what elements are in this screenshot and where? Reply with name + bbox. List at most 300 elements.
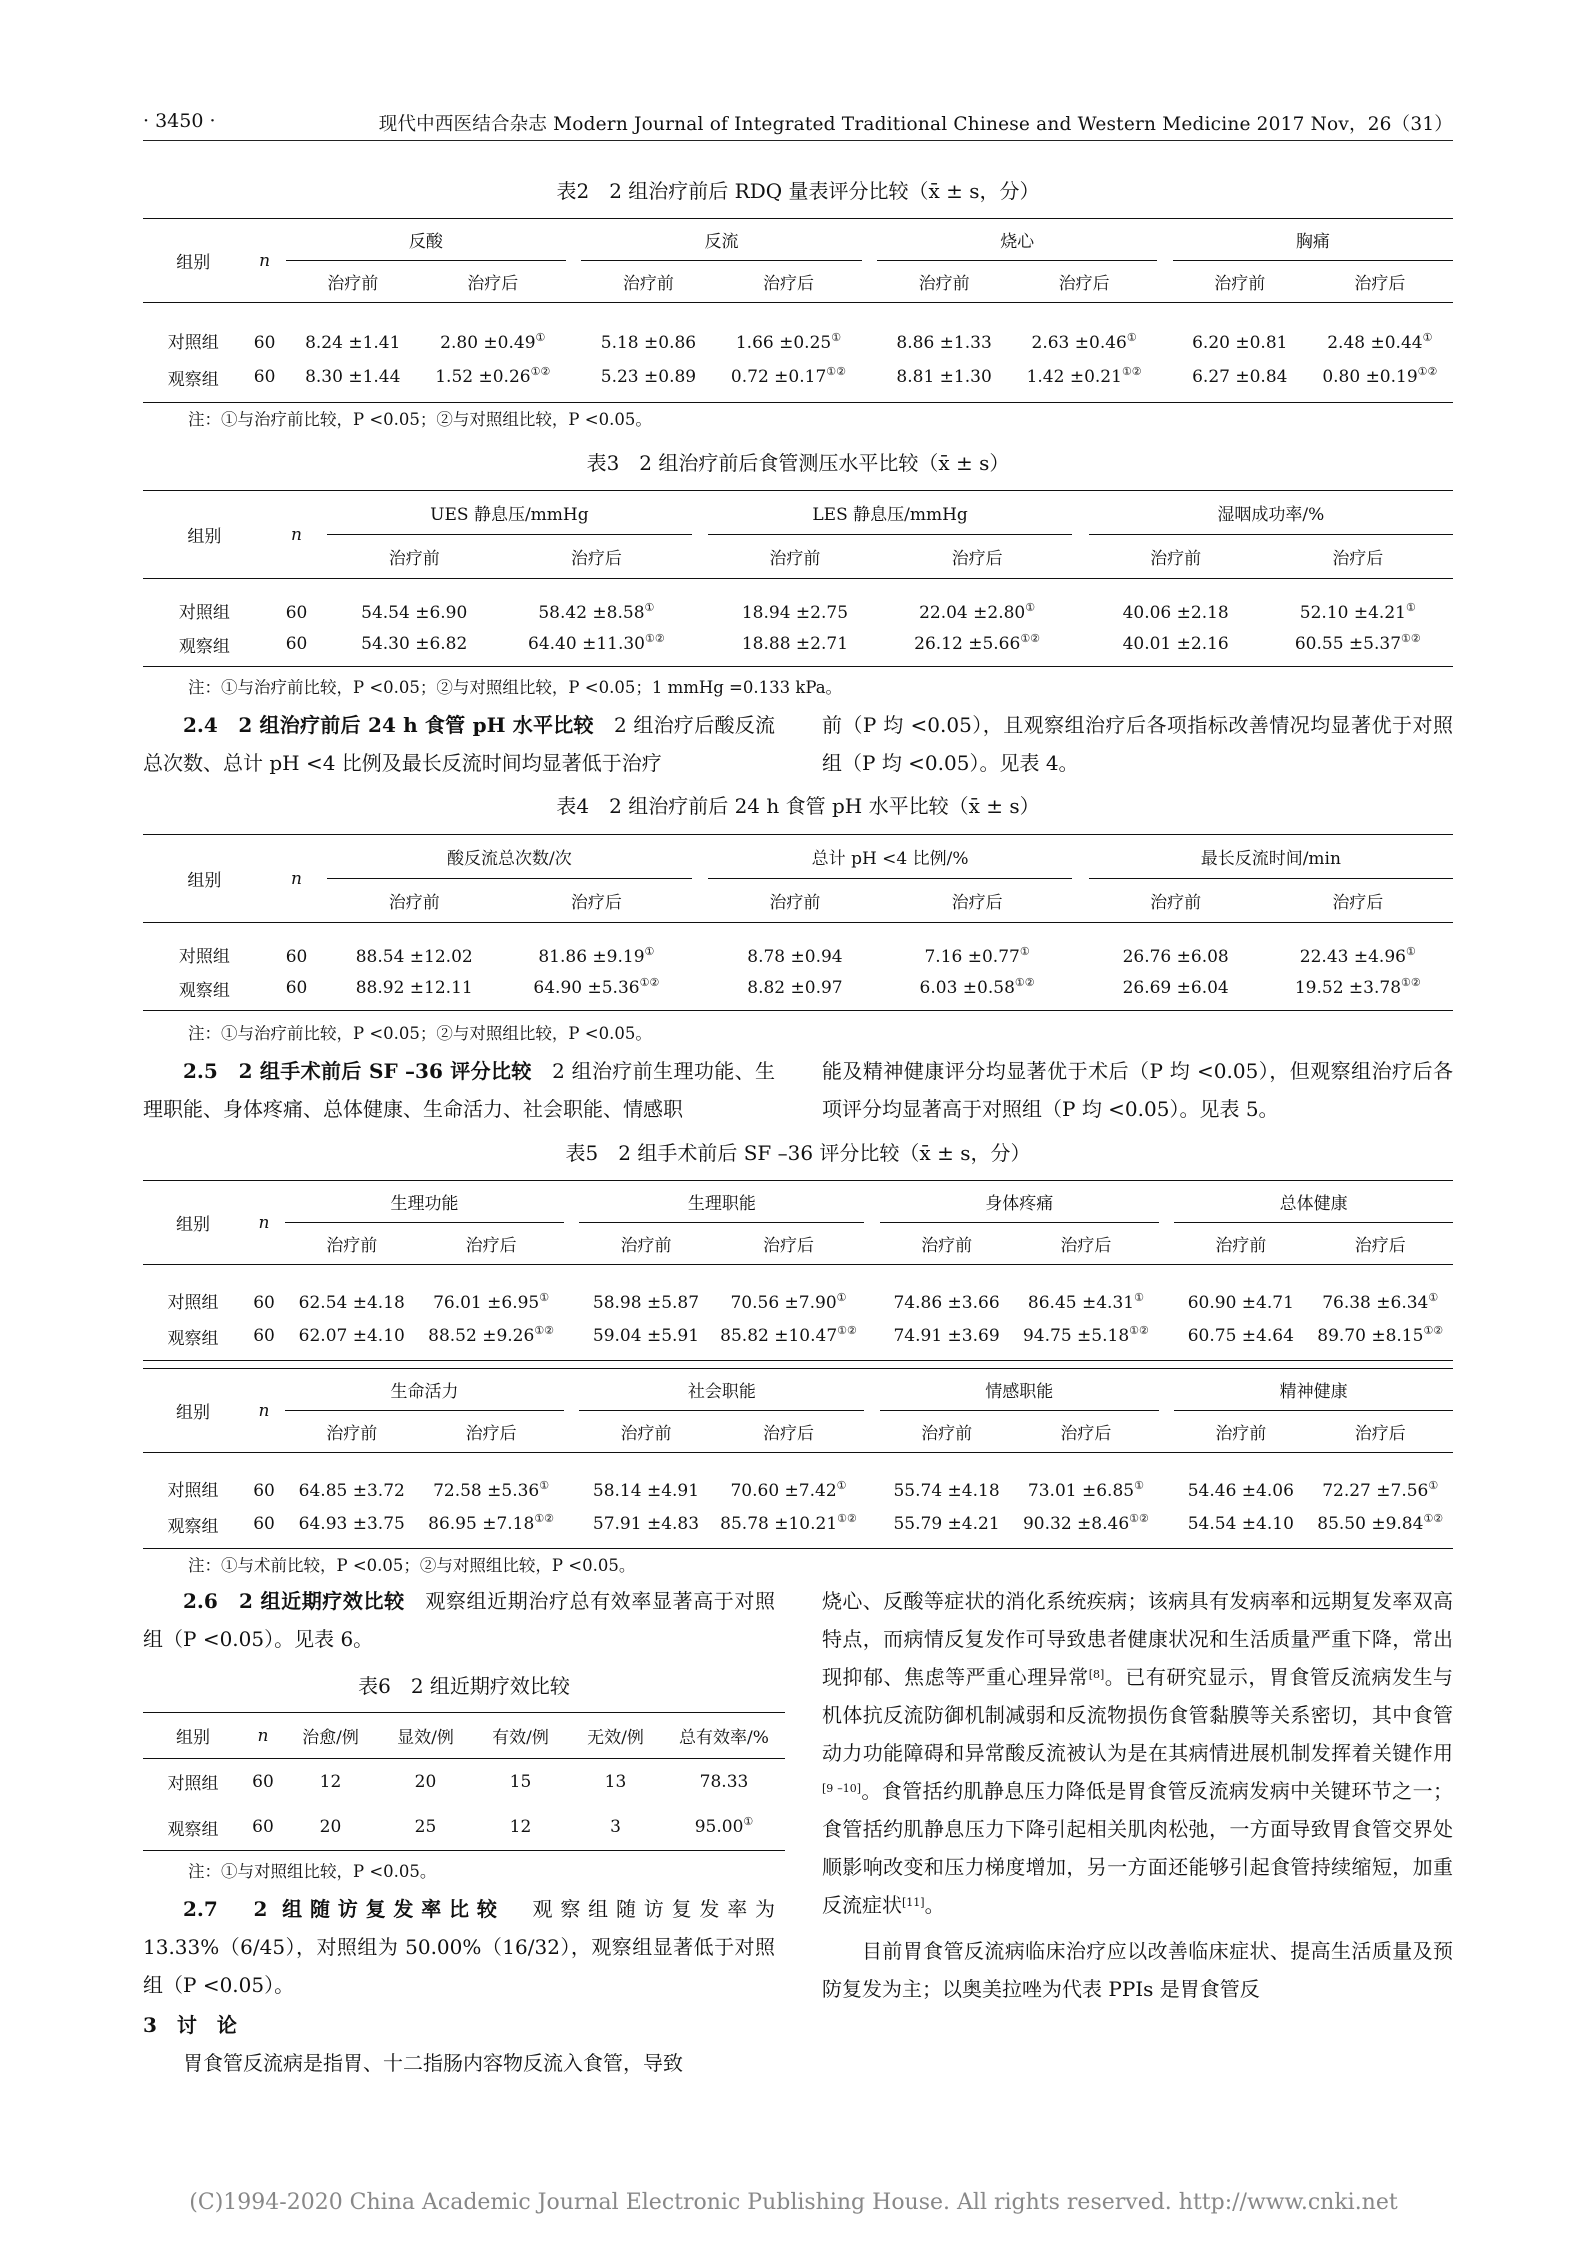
- cell-value: 78.33: [699, 1771, 749, 1792]
- cell-value: 6.03 ±0.58: [919, 978, 1015, 999]
- row-n: 60: [253, 1292, 275, 1313]
- cell-after: [713, 1313, 865, 1361]
- spacer: [862, 353, 878, 403]
- row-group-label: 观察组: [143, 1313, 243, 1361]
- column-header-after: 治疗后: [882, 535, 1072, 579]
- column-header-group: 组别: [143, 1369, 243, 1453]
- row-group-label: [143, 1759, 243, 1805]
- column-header-n: n: [243, 1369, 285, 1453]
- cell-value: 0.72 ±0.17: [730, 367, 827, 388]
- cell-value: 95.00: [694, 1817, 744, 1838]
- significance-mark: ①②: [1129, 1324, 1149, 1338]
- spacer: [1157, 219, 1173, 261]
- cell-before: 8.30 ±1.44: [286, 353, 420, 403]
- spacer: [1157, 261, 1173, 303]
- spacer: [864, 1453, 880, 1501]
- significance-mark: ①②: [1401, 976, 1421, 990]
- spacer: [864, 1223, 880, 1265]
- significance-mark: ①: [1428, 1478, 1439, 1492]
- cell-value: 3: [610, 1817, 621, 1838]
- row-n: 60: [243, 1501, 285, 1549]
- table4-note: 注：①与治疗前比较，P <0.05；②与对照组比较，P <0.05。: [188, 1024, 652, 1043]
- column-header: n: [243, 1713, 283, 1759]
- cell-before: 58.14 ±4.91: [592, 1480, 700, 1501]
- significance-mark: ①: [831, 330, 842, 344]
- significance-mark: ①②: [837, 1512, 857, 1526]
- cell-value: 90.32 ±8.46: [1022, 1514, 1130, 1535]
- cell-before: 74.91 ±3.69: [880, 1313, 1013, 1361]
- significance-mark: ①: [644, 944, 655, 958]
- row-group-label: [143, 1805, 243, 1851]
- significance-mark: ①②: [1121, 365, 1142, 379]
- page-number: · 3450 ·: [143, 110, 216, 132]
- cell-value: 85.50 ±9.84: [1317, 1514, 1424, 1535]
- spacer: [564, 1453, 580, 1501]
- cell-after: [713, 1501, 865, 1549]
- column-group-header: 最长反流时间/min: [1089, 835, 1453, 879]
- table-cell: [473, 1759, 568, 1805]
- paragraph-text: 能及精神健康评分均显著优于术后（P 均 <0.05），但观察组治疗后各项评分均显著高于对照组（P 均 <0.05）。见表 5。: [822, 1059, 1453, 1121]
- significance-mark: ①②: [639, 976, 660, 990]
- section-title: 2 组手术前后 SF –36 评分比较: [238, 1059, 532, 1083]
- significance-mark: ①: [644, 600, 655, 614]
- cell-after: [501, 579, 691, 623]
- cell-value: 观察组: [167, 1819, 219, 1840]
- significance-mark: ①: [1134, 1478, 1144, 1492]
- table4-caption: 表4 2 组治疗前后 24 h 食管 pH 水平比较（x̄ ± s）: [556, 794, 1040, 818]
- cell-before: 55.79 ±4.21: [880, 1501, 1013, 1549]
- cell-before: 18.94 ±2.75: [741, 602, 849, 623]
- cell-before: 18.88 ±2.71: [708, 623, 882, 667]
- spacer: [1072, 491, 1088, 535]
- cell-after: [1263, 579, 1453, 623]
- cell-value: 60: [252, 1817, 274, 1838]
- paragraph-text: 目前胃食管反流病临床治疗应以改善临床症状、提高生活质量及预防复发为主；以奥美拉唑为代表 PPIs 是胃食管反: [822, 1939, 1453, 2001]
- column-header-after: 治疗后: [1011, 261, 1157, 303]
- column-group-header: 总体健康: [1174, 1181, 1453, 1223]
- table5-part2: [143, 1368, 1453, 1549]
- section-title: 2 组近期疗效比较: [239, 1589, 405, 1613]
- cell-value: 52.10 ±4.21: [1299, 602, 1406, 623]
- table-cell: [568, 1759, 663, 1805]
- cell-value: 2.48 ±0.44: [1327, 332, 1423, 353]
- column-header-before: 治疗前: [880, 1411, 1013, 1453]
- column-header-after: 治疗后: [1013, 1223, 1158, 1265]
- spacer: [1072, 535, 1088, 579]
- cell-value: 85.82 ±10.47: [720, 1326, 838, 1347]
- column-header-before: 治疗前: [708, 535, 882, 579]
- column-group-header: 总计 pH <4 比例/%: [708, 835, 1072, 879]
- spacer: [566, 261, 582, 303]
- column-header-before: 治疗前: [708, 879, 882, 923]
- cell-value: 13: [604, 1771, 627, 1792]
- spacer: [564, 1369, 580, 1411]
- column-header-before: 治疗前: [327, 535, 501, 579]
- cell-after: [418, 1501, 563, 1549]
- cell-before: 8.86 ±1.33: [896, 332, 992, 353]
- cell-value: 15: [509, 1771, 532, 1792]
- cell-after: [882, 923, 1072, 967]
- spacer: [564, 1501, 580, 1549]
- cell-before: 58.98 ±5.87: [592, 1292, 700, 1313]
- significance-mark: ①: [1025, 600, 1036, 614]
- section-2-5-right: [822, 1052, 1453, 1128]
- spacer: [692, 967, 708, 1011]
- cell-before: 62.07 ±4.10: [285, 1313, 418, 1361]
- column-header-before: 治疗前: [1089, 535, 1263, 579]
- cell-value: 85.78 ±10.21: [720, 1514, 838, 1535]
- cell-before: 5.18 ±0.86: [600, 332, 697, 353]
- cell-value: 64.90 ±5.36: [533, 978, 640, 999]
- row-n: 60: [253, 1480, 275, 1501]
- column-header-after: 治疗后: [882, 879, 1072, 923]
- row-group-label: 观察组: [143, 623, 266, 667]
- cell-before: 64.85 ±3.72: [298, 1480, 405, 1501]
- running-header: [143, 108, 1453, 141]
- spacer: [864, 1501, 880, 1549]
- spacer: [564, 1411, 580, 1453]
- spacer: [1072, 623, 1088, 667]
- spacer: [1159, 1501, 1175, 1549]
- cell-value: 20: [319, 1817, 342, 1838]
- cell-after: [882, 967, 1072, 1011]
- cell-value: 76.01 ±6.95: [433, 1292, 540, 1313]
- spacer: [564, 1313, 580, 1361]
- cell-after: [501, 623, 691, 667]
- column-header-after: 治疗后: [418, 1411, 563, 1453]
- spacer: [1072, 835, 1088, 879]
- significance-mark: ①: [1428, 1290, 1439, 1304]
- significance-mark: ①②: [1417, 365, 1438, 379]
- significance-mark: ①②: [1020, 632, 1041, 646]
- table5-caption: 表5 2 组手术前后 SF –36 评分比较（x̄ ± s，分）: [565, 1141, 1031, 1165]
- paragraph-text: 。食管括约肌静息压力降低是胃食管反流病发病中关键环节之一；食管括约肌静息压力下降引起相关肌肉松弛，一方面导致胃食管交界处顺影响改变和压力梯度增加，另一方面还能够引起食管持续缩短，加重反流症状: [822, 1779, 1454, 1917]
- column-header: 组别: [143, 1713, 243, 1759]
- cell-before: 74.86 ±3.66: [893, 1292, 1000, 1313]
- cell-before: 54.30 ±6.82: [327, 623, 501, 667]
- column-header-before: 治疗前: [327, 879, 501, 923]
- column-group-header: 酸反流总次数/次: [327, 835, 691, 879]
- cell-before: 54.54 ±6.90: [361, 602, 468, 623]
- row-n: 60: [243, 1313, 285, 1361]
- spacer: [692, 579, 708, 623]
- table-cell: [378, 1805, 473, 1851]
- column-header-before: 治疗前: [1173, 261, 1307, 303]
- cell-before: 54.46 ±4.06: [1187, 1480, 1294, 1501]
- table-cell: [663, 1759, 785, 1805]
- spacer: [1072, 879, 1088, 923]
- spacer: [1159, 1453, 1175, 1501]
- table3-note: 注：①与治疗前比较，P <0.05；②与对照组比较，P <0.05；1 mmHg =0.133 kPa。: [188, 678, 843, 697]
- cell-value: 60.55 ±5.37: [1294, 634, 1402, 655]
- spacer: [1159, 1369, 1175, 1411]
- section-2-6: [143, 1582, 775, 1658]
- copyright-footer: (C)1994-2020 China Academic Journal Electronic Publishing House. All rights reserved. http://www.cnki.net: [189, 2190, 1398, 2215]
- cell-before: 40.06 ±2.18: [1122, 602, 1229, 623]
- cell-after: [882, 623, 1072, 667]
- cell-value: 60: [252, 1771, 274, 1792]
- cell-after: [713, 1453, 865, 1501]
- spacer: [864, 1313, 880, 1361]
- spacer: [864, 1411, 880, 1453]
- cell-value: 12: [319, 1771, 342, 1792]
- table-cell: [568, 1805, 663, 1851]
- spacer: [692, 923, 708, 967]
- cell-after: [418, 1265, 563, 1313]
- cell-before: 40.01 ±2.16: [1089, 623, 1263, 667]
- significance-mark: ①: [1405, 600, 1416, 614]
- significance-mark: ①: [539, 1290, 550, 1304]
- significance-mark: ①②: [645, 632, 665, 646]
- row-n: 60: [243, 353, 285, 403]
- section-number: 2.4: [183, 713, 218, 737]
- column-header-before: 治疗前: [880, 1223, 1013, 1265]
- column-header-after: 治疗后: [715, 261, 861, 303]
- row-n: 60: [266, 623, 327, 667]
- cell-value: 72.58 ±5.36: [433, 1480, 540, 1501]
- cell-value: 86.95 ±7.18: [428, 1514, 535, 1535]
- column-header-before: 治疗前: [286, 261, 420, 303]
- section-title: 2 组随访复发率比较: [253, 1897, 505, 1921]
- column-header-before: 治疗前: [285, 1223, 418, 1265]
- table4: [143, 834, 1453, 1011]
- cell-value: 64.40 ±11.30: [528, 634, 645, 655]
- cell-value: 1.42 ±0.21: [1026, 367, 1122, 388]
- cell-value: 81.86 ±9.19: [538, 946, 645, 967]
- row-group-label: 观察组: [143, 967, 266, 1011]
- column-header-after: 治疗后: [1307, 261, 1453, 303]
- column-header-after: 治疗后: [420, 261, 566, 303]
- cell-value: 26.12 ±5.66: [914, 634, 1021, 655]
- spacer: [692, 879, 708, 923]
- table6-note: 注：①与对照组比较，P <0.05。: [188, 1862, 437, 1881]
- cell-after: [713, 1265, 865, 1313]
- cell-after: [715, 303, 861, 353]
- table-cell: [663, 1805, 785, 1851]
- section-number: 2.7: [183, 1897, 218, 1921]
- section-3-heading: 3 讨 论: [143, 2013, 237, 2037]
- column-group-header: 烧心: [877, 219, 1157, 261]
- paragraph-text: 2 组治疗后酸反流总次数、总计 pH <4 比例及最长反流时间均显著低于治疗: [143, 713, 775, 775]
- row-group-label: 观察组: [143, 1501, 243, 1549]
- cell-after: [418, 1453, 563, 1501]
- cell-before: 8.81 ±1.30: [877, 353, 1011, 403]
- cell-before: 26.76 ±6.08: [1122, 946, 1229, 967]
- spacer: [862, 261, 878, 303]
- column-group-header: 生理功能: [285, 1181, 564, 1223]
- column-header: 显效/例: [378, 1713, 473, 1759]
- section-2-7: [143, 1890, 775, 2082]
- spacer: [862, 303, 878, 353]
- significance-mark: ①: [1134, 1290, 1144, 1304]
- table-cell: [283, 1805, 378, 1851]
- spacer: [566, 303, 582, 353]
- spacer: [564, 1223, 580, 1265]
- cell-value: 19.52 ±3.78: [1294, 978, 1402, 999]
- significance-mark: ①②: [1014, 976, 1035, 990]
- cell-value: 0.80 ±0.19: [1322, 367, 1418, 388]
- significance-mark: ①②: [534, 1324, 555, 1338]
- cell-value: 20: [414, 1771, 437, 1792]
- significance-mark: ①②: [1423, 1512, 1444, 1526]
- column-header-before: 治疗前: [579, 1223, 712, 1265]
- cell-after: [1013, 1453, 1158, 1501]
- cell-after: [1307, 353, 1453, 403]
- spacer: [1157, 353, 1173, 403]
- row-n: 60: [285, 602, 308, 623]
- cell-value: 94.75 ±5.18: [1022, 1326, 1130, 1347]
- cell-before: 8.78 ±0.94: [747, 946, 843, 967]
- cell-before: 6.20 ±0.81: [1192, 332, 1288, 353]
- spacer: [1072, 579, 1088, 623]
- spacer: [864, 1181, 880, 1223]
- table6: [143, 1712, 785, 1851]
- column-header: 总有效率/%: [663, 1713, 785, 1759]
- column-header-before: 治疗前: [581, 261, 715, 303]
- significance-mark: ①: [743, 1815, 754, 1829]
- section-2-4-right: [822, 706, 1453, 782]
- significance-mark: ①: [535, 330, 546, 344]
- paragraph-text: 观察组随访复发率为 13.33%（6/45），对照组为 50.00%（16/32），观察组显著低于对照组（P <0.05）。: [143, 1897, 776, 1997]
- cell-value: 89.70 ±8.15: [1317, 1326, 1424, 1347]
- significance-mark: ①: [836, 1290, 847, 1304]
- cell-value: 2.63 ±0.46: [1031, 332, 1127, 353]
- column-header-before: 治疗前: [877, 261, 1011, 303]
- cell-after: [1013, 1501, 1158, 1549]
- cell-after: [420, 303, 566, 353]
- cell-after: [1263, 967, 1453, 1011]
- spacer: [692, 491, 708, 535]
- cell-value: 86.45 ±4.31: [1027, 1292, 1135, 1313]
- cell-before: 88.54 ±12.02: [355, 946, 473, 967]
- cell-before: 60.75 ±4.64: [1174, 1313, 1307, 1361]
- cell-before: 54.54 ±4.10: [1174, 1501, 1307, 1549]
- paragraph-text: 烧心、反酸等症状的消化系统疾病；该病具有发病率和远期复发率双高特点，而病情反复发作可导致患者健康状况和生活质量严重下降，常出现抑郁、焦虑等严重心理异常: [822, 1589, 1453, 1689]
- cell-value: 58.42 ±8.58: [538, 602, 645, 623]
- cell-after: [418, 1313, 563, 1361]
- cell-after: [1307, 1265, 1453, 1313]
- significance-mark: ①: [1422, 330, 1433, 344]
- cell-value: 76.38 ±6.34: [1322, 1292, 1429, 1313]
- column-header-before: 治疗前: [1174, 1411, 1307, 1453]
- cell-value: 1.66 ±0.25: [735, 332, 832, 353]
- spacer: [864, 1265, 880, 1313]
- cell-before: 26.69 ±6.04: [1089, 967, 1263, 1011]
- spacer: [1072, 923, 1088, 967]
- cell-before: 8.24 ±1.41: [305, 332, 401, 353]
- significance-mark: ①②: [530, 365, 551, 379]
- column-header-after: 治疗后: [501, 535, 691, 579]
- citation: [9 –10]: [822, 1782, 861, 1795]
- column-header-n: n: [243, 1181, 285, 1265]
- cell-value: 25: [414, 1817, 437, 1838]
- cell-after: [715, 353, 861, 403]
- column-group-header: 身体疼痛: [880, 1181, 1159, 1223]
- cell-before: 8.82 ±0.97: [708, 967, 882, 1011]
- citation: [8]: [1088, 1668, 1105, 1681]
- section-2-5-left: [143, 1052, 775, 1128]
- cell-value: 7.16 ±0.77: [924, 946, 1020, 967]
- cell-before: 5.23 ±0.89: [581, 353, 715, 403]
- column-header-n: n: [266, 835, 327, 923]
- significance-mark: ①: [1019, 944, 1030, 958]
- cell-after: [882, 579, 1072, 623]
- column-header: 无效/例: [568, 1713, 663, 1759]
- row-group-label: 对照组: [167, 332, 219, 353]
- cell-value: 72.27 ±7.56: [1322, 1480, 1429, 1501]
- cell-value: 70.56 ±7.90: [730, 1292, 837, 1313]
- column-header-before: 治疗前: [579, 1411, 712, 1453]
- column-group-header: 精神健康: [1174, 1369, 1453, 1411]
- row-group-label: 观察组: [143, 353, 243, 403]
- significance-mark: ①: [836, 1478, 847, 1492]
- column-header-after: 治疗后: [1263, 879, 1453, 923]
- spacer: [566, 219, 582, 261]
- cell-value: 70.60 ±7.42: [730, 1480, 837, 1501]
- section-title: 2 组治疗前后 24 h 食管 pH 水平比较: [238, 713, 594, 737]
- cell-after: [1013, 1265, 1158, 1313]
- spacer: [1159, 1223, 1175, 1265]
- column-group-header: 湿咽成功率/%: [1089, 491, 1453, 535]
- column-header-after: 治疗后: [501, 879, 691, 923]
- row-group-label: 对照组: [167, 1292, 219, 1313]
- discussion-right: [822, 1582, 1453, 2008]
- cell-value: 12: [509, 1817, 532, 1838]
- spacer: [1159, 1313, 1175, 1361]
- cell-after: [1263, 923, 1453, 967]
- cell-after: [501, 967, 691, 1011]
- cell-value: 88.52 ±9.26: [428, 1326, 535, 1347]
- paragraph-text: 观察组近期治疗总有效率显著高于对照组（P <0.05）。见表 6。: [143, 1589, 776, 1651]
- section-number: 2.5: [183, 1059, 218, 1083]
- spacer: [692, 535, 708, 579]
- cell-value: 73.01 ±6.85: [1027, 1480, 1135, 1501]
- column-header-before: 治疗前: [1174, 1223, 1307, 1265]
- column-header-after: 治疗后: [1013, 1411, 1158, 1453]
- column-group-header: 反流: [581, 219, 861, 261]
- table-cell: [243, 1805, 283, 1851]
- spacer: [564, 1265, 580, 1313]
- table-cell: [378, 1759, 473, 1805]
- cell-value: 22.04 ±2.80: [919, 602, 1026, 623]
- cell-after: [1307, 1453, 1453, 1501]
- column-header-after: 治疗后: [1263, 535, 1453, 579]
- significance-mark: ①②: [1129, 1512, 1149, 1526]
- significance-mark: ①②: [837, 1324, 857, 1338]
- cell-value: 22.43 ±4.96: [1299, 946, 1406, 967]
- table2-caption: 表2 2 组治疗前后 RDQ 量表评分比较（x̄ ± s，分）: [556, 179, 1040, 203]
- paragraph-text: 前（P 均 <0.05），且观察组治疗后各项指标改善情况均显著优于对照组（P 均 <0.05）。见表 4。: [822, 713, 1453, 775]
- column-group-header: 社会职能: [579, 1369, 864, 1411]
- column-group-header: 情感职能: [880, 1369, 1159, 1411]
- spacer: [1072, 967, 1088, 1011]
- spacer: [1159, 1181, 1175, 1223]
- row-n: 60: [285, 946, 308, 967]
- column-header-after: 治疗后: [713, 1411, 865, 1453]
- table2: [143, 218, 1453, 403]
- table-cell: [473, 1805, 568, 1851]
- column-header-group: 组别: [143, 219, 243, 303]
- significance-mark: ①: [1405, 944, 1416, 958]
- section-2-4-left: [143, 706, 775, 782]
- spacer: [566, 353, 582, 403]
- table-cell: [243, 1759, 283, 1805]
- table-cell: [283, 1759, 378, 1805]
- paragraph-text: 胃食管反流病是指胃、十二指肠内容物反流入食管，导致: [183, 2051, 683, 2075]
- cell-after: [1263, 623, 1453, 667]
- significance-mark: ①②: [1401, 632, 1421, 646]
- column-header-after: 治疗后: [713, 1223, 865, 1265]
